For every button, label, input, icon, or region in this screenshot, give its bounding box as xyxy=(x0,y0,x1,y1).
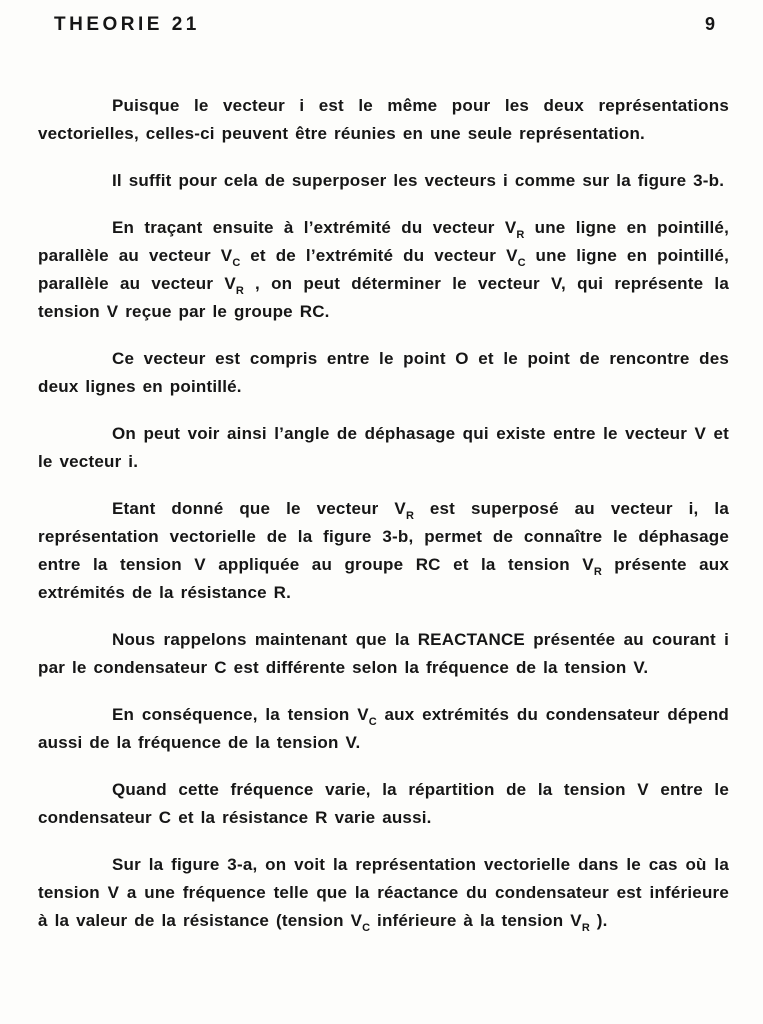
paragraph: Quand cette fréquence varie, la répartition de la tension V entre le condensateur C et la résistance R varie aussi. xyxy=(38,780,729,827)
paragraph: Puisque le vecteur i est le même pour les deux représentations vectorielles, celles-ci peuvent être réunies en une seule représentation. xyxy=(38,96,729,143)
page-header xyxy=(38,14,729,36)
paragraph: Il suffit pour cela de superposer les vecteurs i comme sur la figure 3-b. xyxy=(112,171,725,190)
paragraph: En traçant ensuite à l’extrémité du vecteur $V_R$ une ligne en pointillé, parallèle au vecteur $V_C$ et de l’extrémité du vecteur $V_C$ une ligne en pointillé, parallèle au vecteur $V_R$ , on peut déterminer le vecteur V, qui représente la tension V reçue par le groupe RC. xyxy=(38,218,730,321)
paragraph: Sur la figure 3-a, on voit la représentation vectorielle dans le cas où la tension V a une fréquence telle que la réactance du condensateur est inférieure à la valeur de la résistance (tension $V_C$ inférieure à la tension $V_R$ ). xyxy=(38,855,729,935)
paragraph: En conséquence, la tension $V_C$ aux extrémités du condensateur dépend aussi de la fréquence de la tension V. xyxy=(38,705,729,752)
paragraph: Etant donné que le vecteur $V_R$ est superposé au vecteur i, la représentation vectorielle de la figure 3-b, permet de connaître le déphasage entre la tension V appliquée au groupe RC et la tension $V_R$ présente aux extrémités de la résistance R. xyxy=(38,499,729,602)
page-number: 9 xyxy=(704,14,716,34)
paragraph: Nous rappelons maintenant que la REACTANCE présentée au courant i par le condensateur C est différente selon la fréquence de la tension V. xyxy=(38,630,729,677)
paragraph: Ce vecteur est compris entre le point O et le point de rencontre des deux lignes en pointillé. xyxy=(38,349,729,396)
document-title: THEORIE 21 xyxy=(54,14,200,35)
paragraph: On peut voir ainsi l’angle de déphasage qui existe entre le vecteur V et le vecteur i. xyxy=(38,424,729,471)
body-text xyxy=(38,92,729,935)
